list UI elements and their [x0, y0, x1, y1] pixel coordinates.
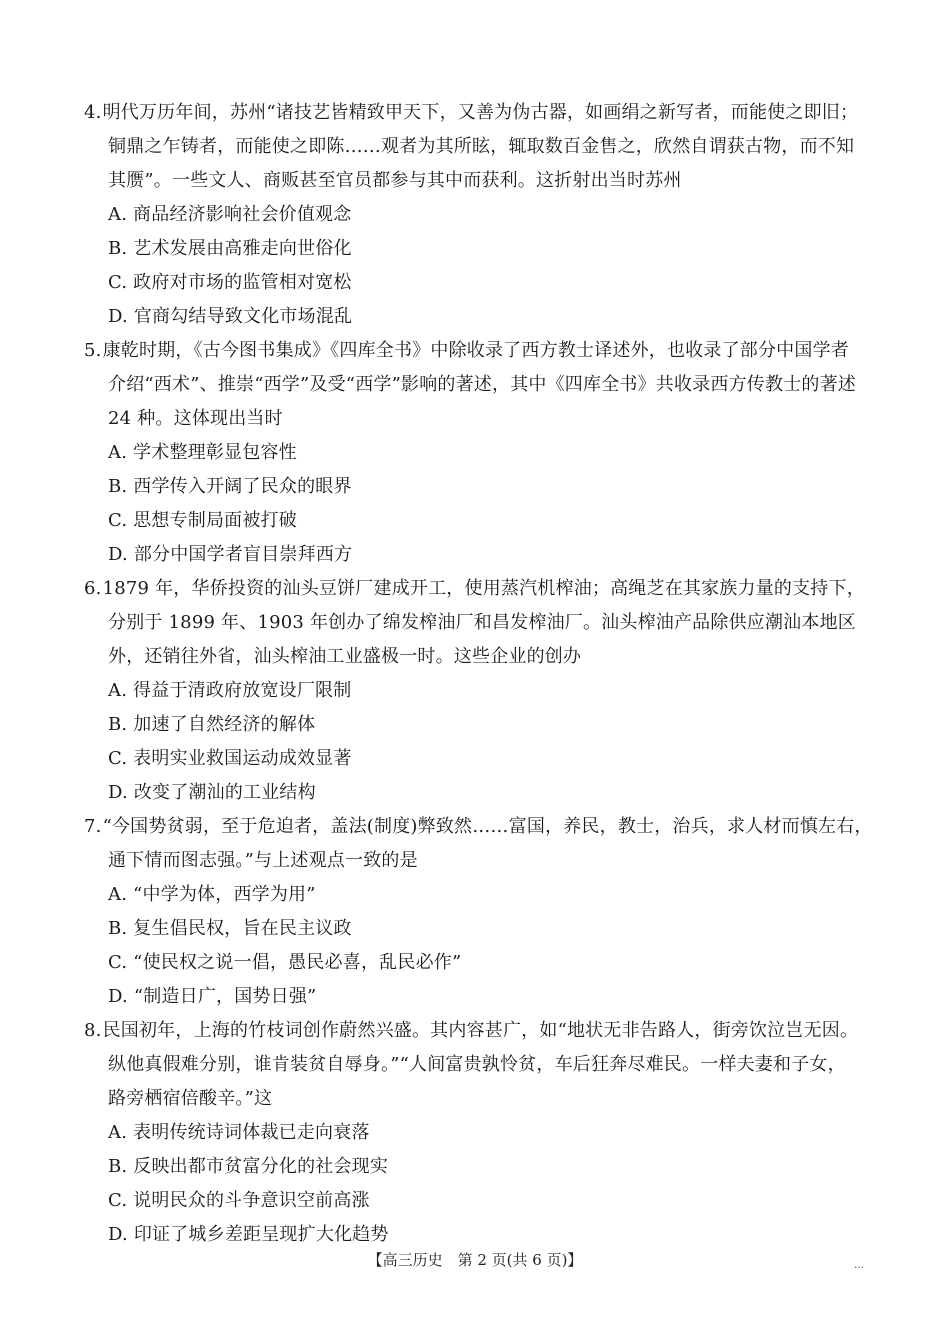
option-a[interactable]: A. 学术整理彰显包容性 — [108, 442, 297, 463]
option-b[interactable]: B. 反映出都市贫富分化的社会现实 — [108, 1156, 389, 1177]
question-4 — [84, 96, 874, 334]
question-stem-line: 分别于 1899 年、1903 年创办了绵发榨油厂和昌发榨油厂。汕头榨油产品除供应潮汕本地区 — [108, 612, 856, 633]
question-stem-line: 其赝”。一些文人、商贩甚至官员都参与其中而获利。这折射出当时苏州 — [108, 170, 682, 191]
option-c[interactable]: C. 说明民众的斗争意识空前高涨 — [108, 1190, 370, 1211]
question-stem-line — [84, 334, 874, 368]
question-stem-line — [84, 572, 874, 606]
option-d[interactable]: D. 官商勾结导致文化市场混乱 — [108, 306, 353, 327]
footer-mark: … — [854, 1260, 864, 1271]
question-stem-line: 路旁栖宿倍酸辛。”这 — [108, 1088, 273, 1109]
question-stem-line: 外，还销往外省，汕头榨油工业盛极一时。这些企业的创办 — [108, 646, 582, 667]
page-footer: 【高三历史 第 2 页(共 6 页)】 — [367, 1251, 583, 1269]
option-d[interactable]: D. 部分中国学者盲目崇拜西方 — [108, 544, 353, 565]
question-stem-line: 铜鼎之乍铸者，而能使之即陈……观者为其所眩，辄取数百金售之，欣然自谓获古物，而不知 — [108, 136, 855, 157]
option-d[interactable]: D. “制造日广，国势日强” — [108, 986, 317, 1007]
question-6 — [84, 572, 874, 810]
question-8 — [84, 1014, 874, 1252]
option-a[interactable]: A. 商品经济影响社会价值观念 — [108, 204, 352, 225]
question-stem-line — [84, 96, 874, 130]
stem-text: 康乾时期，《古今图书集成》《四库全书》中除收录了西方教士译述外，也收录了部分中国学者 — [102, 340, 849, 361]
question-list — [84, 96, 874, 1252]
question-number: 4. — [84, 102, 102, 123]
option-a[interactable]: A. 表明传统诗词体裁已走向衰落 — [108, 1122, 370, 1143]
option-b[interactable]: B. 加速了自然经济的解体 — [108, 714, 316, 735]
question-number: 7. — [84, 816, 102, 837]
question-5 — [84, 334, 874, 572]
stem-text: “今国势贫弱，至于危迫者，盖法(制度)弊致然……富国，养民，教士，治兵，求人材而慎左右， — [102, 816, 873, 837]
question-stem-line: 纵他真假难分别，谁肯装贫自辱身。”“人间富贵孰怜贫，车后狂奔尽难民。一样夫妻和子女， — [108, 1054, 846, 1075]
option-b[interactable]: B. 艺术发展由高雅走向世俗化 — [108, 238, 352, 259]
question-number: 6. — [84, 578, 102, 599]
option-c[interactable]: C. “使民权之说一倡，愚民必喜，乱民必作” — [108, 952, 462, 973]
question-stem-line — [84, 1014, 874, 1048]
option-c[interactable]: C. 表明实业救国运动成效显著 — [108, 748, 352, 769]
question-stem-line: 24 种。这体现出当时 — [108, 408, 283, 429]
option-c[interactable]: C. 思想专制局面被打破 — [108, 510, 297, 531]
option-d[interactable]: D. 改变了潮汕的工业结构 — [108, 782, 316, 803]
question-stem-line — [84, 810, 874, 844]
option-b[interactable]: B. 西学传入开阔了民众的眼界 — [108, 476, 352, 497]
stem-text: 1879 年，华侨投资的汕头豆饼厂建成开工，使用蒸汽机榨油；高绳芝在其家族力量的支持下， — [102, 578, 865, 599]
option-c[interactable]: C. 政府对市场的监管相对宽松 — [108, 272, 352, 293]
question-number: 5. — [84, 340, 102, 361]
option-d[interactable]: D. 印证了城乡差距呈现扩大化趋势 — [108, 1224, 389, 1245]
stem-text: 民国初年，上海的竹枝词创作蔚然兴盛。其内容甚广，如“地状无非告路人，街旁饮泣岂无因。 — [102, 1020, 859, 1041]
option-b[interactable]: B. 复生倡民权，旨在民主议政 — [108, 918, 352, 939]
question-7 — [84, 810, 874, 1014]
stem-text: 明代万历年间，苏州“诸技艺皆精致甲天下，又善为伪古器，如画绢之新写者，而能使之即旧； — [102, 102, 859, 123]
question-stem-line: 介绍“西术”、推崇“西学”及受“西学”影响的著述，其中《四库全书》共收录西方传教士的著述 — [108, 374, 857, 395]
question-number: 8. — [84, 1020, 102, 1041]
option-a[interactable]: A. 得益于清政府放宽设厂限制 — [108, 680, 352, 701]
question-stem-line: 通下情而图志强。”与上述观点一致的是 — [108, 850, 418, 871]
option-a[interactable]: A. “中学为体，西学为用” — [108, 884, 316, 905]
